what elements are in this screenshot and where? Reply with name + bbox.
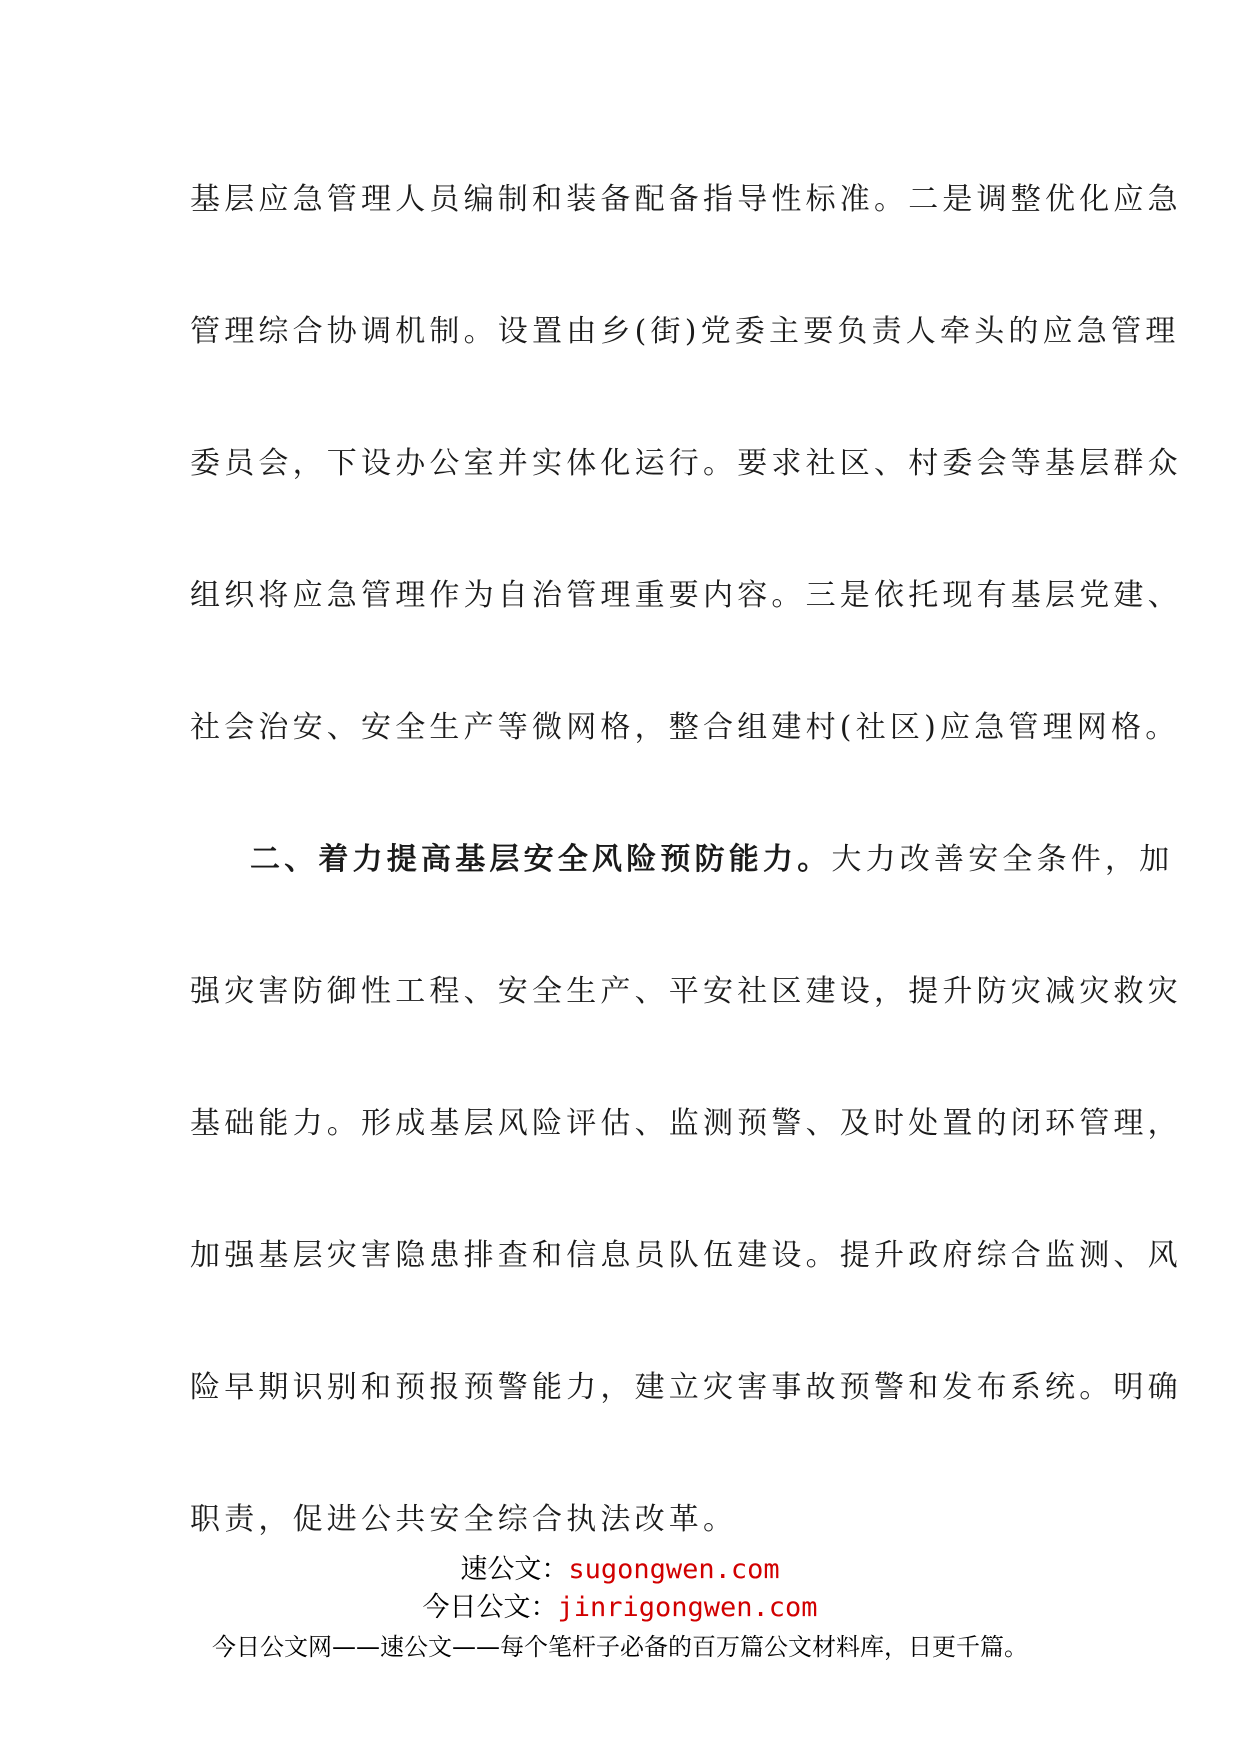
footer-link-jinrigongwen[interactable]: jinrigongwen.com [557, 1592, 818, 1623]
footer-link-sugongwen[interactable]: sugongwen.com [568, 1554, 780, 1585]
section-heading: 二、着力提高基层安全风险预防能力。 [250, 842, 832, 877]
paragraph-line: 加强基层灾害隐患排查和信息员队伍建设。提升政府综合监测、风 [190, 1238, 1182, 1273]
footer-label-2: 今日公文： [422, 1592, 558, 1623]
paragraph-line: 职责，促进公共安全综合执法改革。 [190, 1502, 738, 1537]
paragraph-line: 组织将应急管理作为自治管理重要内容。三是依托现有基层党建、 [190, 578, 1182, 613]
paragraph-line: 基层应急管理人员编制和装备配备指导性标准。二是调整优化应急 [190, 182, 1182, 217]
footer-line-2 [0, 1590, 1240, 1626]
section-heading-rest: 大力改善安全条件，加 [831, 842, 1174, 877]
footer-line-1 [0, 1552, 1240, 1588]
section-heading-line [250, 840, 1174, 880]
paragraph-line: 基础能力。形成基层风险评估、监测预警、及时处置的闭环管理， [190, 1106, 1182, 1141]
footer-tagline: 今日公文网——速公文——每个笔杆子必备的百万篇公文材料库，日更千篇。 [212, 1633, 1028, 1661]
footer-label-1: 速公文： [460, 1554, 569, 1585]
paragraph-line: 管理综合协调机制。设置由乡(街)党委主要负责人牵头的应急管理 [190, 314, 1180, 349]
paragraph-line: 委员会，下设办公室并实体化运行。要求社区、村委会等基层群众 [190, 446, 1182, 481]
paragraph-line: 社会治安、安全生产等微网格，整合组建村(社区)应急管理网格。 [190, 710, 1180, 745]
paragraph-line: 险早期识别和预报预警能力，建立灾害事故预警和发布系统。明确 [190, 1370, 1182, 1405]
paragraph-line: 强灾害防御性工程、安全生产、平安社区建设，提升防灾减灾救灾 [190, 974, 1182, 1009]
